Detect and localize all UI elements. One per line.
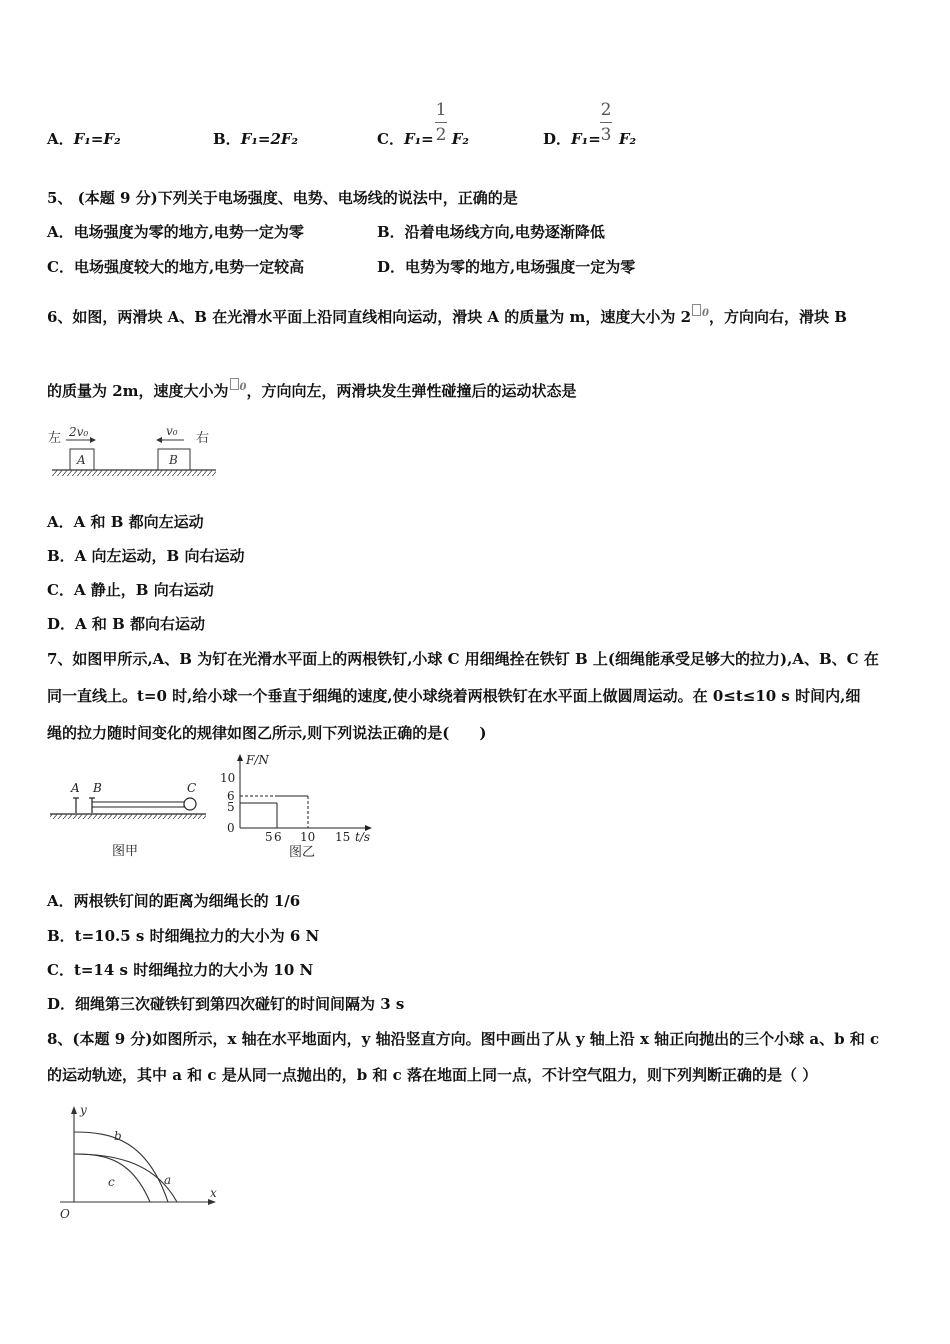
- q4-option-c-lhs: F₁=: [403, 130, 434, 148]
- q4-option-c-denominator: 2: [435, 125, 447, 145]
- q7-stem-line3: 绳的拉力随时间变化的规律如图乙所示,则下列说法正确的是( ): [47, 724, 487, 742]
- q7-ball-c: [184, 798, 196, 810]
- q7-yi-xtick-6: 6: [274, 830, 282, 844]
- q6-option-a[interactable]: A．A 和 B 都向左运动: [47, 513, 204, 531]
- q7-option-a[interactable]: A．两根铁钉间的距离为细绳长的 1/6: [47, 892, 301, 910]
- q4-option-a-expr: F₁=F₂: [73, 130, 121, 148]
- q4-option-c-fraction: [433, 100, 449, 145]
- q5-option-c[interactable]: C．电场强度较大的地方,电势一定较高: [47, 258, 305, 276]
- q4-option-b-expr: F₁=2F₂: [240, 130, 299, 148]
- q6-ground-hatch: [52, 470, 216, 476]
- q4-option-b-label: B．: [213, 130, 241, 148]
- q8-y-label: y: [80, 1103, 87, 1117]
- q4-option-a-label: A．: [47, 130, 74, 148]
- q5-option-d[interactable]: D．电势为零的地方,电场强度一定为零: [377, 258, 636, 276]
- q8-label-c: c: [108, 1175, 115, 1189]
- q6-stem-line2-part1: 的质量为 2m，速度大小为: [47, 382, 229, 400]
- q7-yi-xlabel: t/s: [355, 830, 371, 844]
- q6-v0-subscript: 0: [239, 382, 247, 393]
- q7-yi-ytick-0: 0: [227, 821, 235, 835]
- q8-trajectory-a: [74, 1154, 177, 1202]
- q6-block-a-label: A: [77, 453, 86, 467]
- q6-stem-line2: [47, 378, 577, 401]
- q4-option-c[interactable]: [377, 128, 469, 149]
- q5-stem: 5、 (本题 9 分)下列关于电场强度、电势、电场线的说法中，正确的是: [47, 189, 518, 207]
- q5-option-b[interactable]: B．沿着电场线方向,电势逐渐降低: [377, 223, 605, 241]
- q4-option-d-lhs: F₁=: [571, 130, 601, 148]
- q6-figure: [44, 420, 224, 482]
- q7-yi-ytick-5: 5: [227, 800, 235, 814]
- q6-stem-line1: [47, 304, 847, 327]
- q7-string: [92, 802, 184, 807]
- q7-option-b[interactable]: B．t=10.5 s 时细绳拉力的大小为 6 N: [47, 927, 320, 945]
- q6-option-b[interactable]: B．A 向左运动，B 向右运动: [47, 547, 245, 565]
- q7-figure-jia-caption: 图甲: [112, 844, 139, 859]
- q7-option-d[interactable]: D．细绳第三次碰铁钉到第四次碰钉的时间间隔为 3 s: [47, 995, 405, 1013]
- q4-option-d[interactable]: [543, 128, 636, 149]
- q7-option-c[interactable]: C．t=14 s 时细绳拉力的大小为 10 N: [47, 961, 314, 979]
- q4-option-c-rhs: F₂: [451, 130, 469, 148]
- q7-nail-b-label: B: [93, 781, 102, 795]
- q8-y-arrow-icon: [71, 1106, 77, 1114]
- q7-nail-a-label: A: [71, 781, 80, 795]
- q7-stem-line1: 7、如图甲所示,A、B 为钉在光滑水平面上的两根铁钉,小球 C 用细绳拴在铁钉 B 上(细绳能承受足够大的拉力),A、B、C 在: [47, 650, 879, 668]
- q4-option-c-label: C．: [377, 130, 404, 148]
- q7-yi-xtick-10: 10: [300, 830, 316, 844]
- q4-option-b[interactable]: [213, 128, 298, 149]
- q7-ground-hatch: [50, 814, 206, 819]
- q7-yi-xtick-15: 15: [335, 830, 351, 844]
- q6-option-c[interactable]: C．A 静止，B 向右运动: [47, 581, 214, 599]
- missing-glyph-icon: [230, 378, 239, 390]
- q6-figure-right-label: 右: [196, 431, 210, 446]
- q7-yi-ytick-10: 10: [220, 771, 236, 785]
- q8-stem-line1: 8、(本题 9 分)如图所示，x 轴在水平地面内，y 轴沿竖直方向。图中画出了从 y 轴上沿 x 轴正向抛出的三个小球 a、b 和 c: [47, 1030, 880, 1048]
- q7-figure-jia: [44, 770, 214, 865]
- q5-option-a[interactable]: A．电场强度为零的地方,电势一定为零: [47, 223, 304, 241]
- q6-stem-line1-part1: 6、如图，两滑块 A、B 在光滑水平面上沿同直线相向运动，滑块 A 的质量为 m，速度大小为 2: [47, 308, 692, 326]
- q6-figure-va-label: 2v₀: [69, 425, 89, 439]
- q8-figure: [52, 1100, 232, 1225]
- q8-x-label: x: [210, 1186, 217, 1200]
- q4-option-d-label: D．: [543, 130, 572, 148]
- q6-figure-vb-label: v₀: [166, 424, 178, 438]
- q6-arrow-b-head-icon: [156, 437, 162, 443]
- q8-origin-label: O: [60, 1207, 70, 1221]
- q7-figure-yi-caption: 图乙: [289, 845, 316, 860]
- q6-v0-subscript: 0: [702, 308, 710, 319]
- q4-option-c-numerator: 1: [435, 100, 447, 120]
- q7-yi-xtick-5: 5: [265, 830, 273, 844]
- q7-yi-y-arrow-icon: [237, 754, 243, 761]
- q4-option-d-fraction: [598, 100, 614, 145]
- q8-label-b: b: [114, 1129, 122, 1143]
- q7-yi-ylabel: F/N: [246, 753, 269, 767]
- q8-label-a: a: [164, 1173, 172, 1187]
- q6-block-b-label: B: [169, 453, 178, 467]
- q4-option-a[interactable]: [47, 128, 121, 149]
- missing-glyph-icon: [692, 304, 701, 316]
- q4-option-d-rhs: F₂: [618, 130, 637, 148]
- q7-yi-ytick-6: 6: [227, 789, 235, 803]
- q6-option-d[interactable]: D．A 和 B 都向右运动: [47, 615, 205, 633]
- q7-figure-yi: [220, 752, 385, 865]
- q4-option-d-denominator: 3: [600, 125, 612, 145]
- q6-stem-line2-part2: ，方向向左，两滑块发生弹性碰撞后的运动状态是: [246, 382, 577, 400]
- q6-figure-left-label: 左: [48, 431, 62, 446]
- q4-option-d-numerator: 2: [600, 100, 612, 120]
- q6-arrow-a-head-icon: [90, 437, 96, 443]
- q6-stem-line1-part2: ，方向向右，滑块 B: [709, 308, 847, 326]
- q8-stem-line2: 的运动轨迹，其中 a 和 c 是从同一点抛出的，b 和 c 落在地面上同一点，不计空气阻力，则下列判断正确的是（ ）: [47, 1066, 818, 1084]
- q7-ball-c-label: C: [187, 781, 197, 795]
- q7-stem-line2: 同一直线上。t=0 时,给小球一个垂直于细绳的速度,使小球绕着两根铁钉在水平面上做圆周运动。在 0≤t≤10 s 时间内,细: [47, 687, 861, 705]
